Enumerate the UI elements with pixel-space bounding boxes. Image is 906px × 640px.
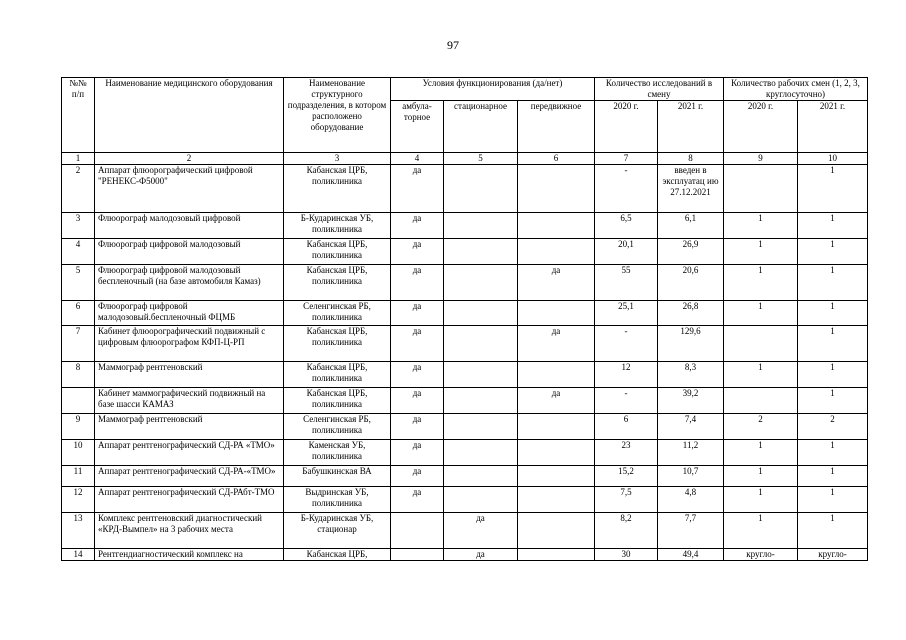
column-number: 6 (518, 153, 595, 165)
header-num: №№ п/п (62, 78, 95, 153)
equipment-name: Рентгендиагностический комплекс на (95, 549, 284, 561)
count-2021: 49,4 (658, 549, 724, 561)
ambulatory-flag: да (391, 165, 444, 213)
shifts-2021: 1 (798, 213, 868, 239)
equipment-name: Аппарат рентгенографический СД-РА-«ТМО» (95, 466, 284, 487)
unit-name: Кабанская ЦРБ, поликлиника (284, 326, 391, 362)
row-number: 9 (62, 414, 95, 440)
mobile-flag (518, 466, 595, 487)
header-study-count: Количество исследований в смену (595, 78, 724, 101)
ambulatory-flag: да (391, 414, 444, 440)
page-number: 97 (447, 38, 459, 52)
stationary-flag (444, 388, 518, 414)
shifts-2020: 1 (724, 265, 798, 301)
row-number: 2 (62, 165, 95, 213)
table-row (62, 165, 868, 213)
mobile-flag (518, 301, 595, 326)
ambulatory-flag: да (391, 440, 444, 466)
equipment-name: Аппарат флюорографический цифровой "РЕНЕКС-Ф5000" (95, 165, 284, 213)
unit-name: Селенгинская РБ, поликлиника (284, 301, 391, 326)
count-2020: 8,2 (595, 513, 658, 549)
unit-name: Кабанская ЦРБ, поликлиника (284, 239, 391, 265)
unit-name: Бабушкинская ВА (284, 466, 391, 487)
shifts-2021: 1 (798, 440, 868, 466)
unit-name: Кабанская ЦРБ, поликлиника (284, 362, 391, 388)
shifts-2020: 1 (724, 301, 798, 326)
count-2021: 10,7 (658, 466, 724, 487)
mobile-flag (518, 487, 595, 513)
table-row (62, 549, 868, 561)
count-2021: 26,9 (658, 239, 724, 265)
header-count-2021: 2021 г. (658, 101, 724, 153)
ambulatory-flag (391, 549, 444, 561)
count-2021: 26,8 (658, 301, 724, 326)
ambulatory-flag: да (391, 265, 444, 301)
unit-name: Селенгинская РБ, поликлиника (284, 414, 391, 440)
unit-name: Б-Кударинская УБ, поликлиника (284, 213, 391, 239)
stationary-flag (444, 466, 518, 487)
count-2020: 15,2 (595, 466, 658, 487)
table-row (62, 326, 868, 362)
stationary-flag (444, 414, 518, 440)
shifts-2021: 1 (798, 301, 868, 326)
row-number: 10 (62, 440, 95, 466)
count-2021: 6,1 (658, 213, 724, 239)
column-number: 7 (595, 153, 658, 165)
ambulatory-flag: да (391, 362, 444, 388)
equipment-name: Маммограф рентгеновский (95, 414, 284, 440)
count-2021: 39,2 (658, 388, 724, 414)
header-stationary: стационарное (444, 101, 518, 153)
shifts-2021: кругло- (798, 549, 868, 561)
shifts-2021: 1 (798, 326, 868, 362)
count-2020: 6,5 (595, 213, 658, 239)
count-2020: 30 (595, 549, 658, 561)
stationary-flag (444, 487, 518, 513)
count-2020: 20,1 (595, 239, 658, 265)
header-shift-count: Количество рабочих смен (1, 2, 3, круглосуточно) (724, 78, 868, 101)
unit-name: Кабанская ЦРБ, поликлиника (284, 165, 391, 213)
ambulatory-flag (391, 513, 444, 549)
equipment-name: Маммограф рентгеновский (95, 362, 284, 388)
mobile-flag (518, 165, 595, 213)
equipment-table (61, 77, 868, 561)
row-number: 7 (62, 326, 95, 362)
equipment-name: Кабинет маммографический подвижный на базе шасси КАМАЗ (95, 388, 284, 414)
table-row (62, 239, 868, 265)
ambulatory-flag: да (391, 466, 444, 487)
mobile-flag (518, 239, 595, 265)
header-ambulatory: амбула-торное (391, 101, 444, 153)
row-number (62, 388, 95, 414)
shifts-2020: 1 (724, 440, 798, 466)
shifts-2021: 1 (798, 265, 868, 301)
ambulatory-flag: да (391, 301, 444, 326)
shifts-2020 (724, 388, 798, 414)
equipment-name: Флюорограф цифровой малодозовый беспленочный (на базе автомобиля Камаз) (95, 265, 284, 301)
shifts-2020: 1 (724, 513, 798, 549)
unit-name: Выдринская УБ, поликлиника (284, 487, 391, 513)
row-number: 8 (62, 362, 95, 388)
equipment-name: Флюорограф цифровой малодозовый.беспленочный ФЦМБ (95, 301, 284, 326)
equipment-name: Аппарат рентгенографический СД-РА «ТМО» (95, 440, 284, 466)
equipment-name: Комплекс рентгеновский диагностический «КРД-Вымпел» на 3 рабочих места (95, 513, 284, 549)
shifts-2021: 1 (798, 513, 868, 549)
shifts-2021: 1 (798, 388, 868, 414)
table-row (62, 265, 868, 301)
table-row (62, 440, 868, 466)
count-2020: 23 (595, 440, 658, 466)
shifts-2021: 2 (798, 414, 868, 440)
count-2021: 4,8 (658, 487, 724, 513)
unit-name: Каменская УБ, поликлиника (284, 440, 391, 466)
shifts-2020: 2 (724, 414, 798, 440)
equipment-name: Флюорограф малодозовый цифровой (95, 213, 284, 239)
count-2020: 25,1 (595, 301, 658, 326)
shifts-2021: 1 (798, 487, 868, 513)
count-2020: 7,5 (595, 487, 658, 513)
table-row (62, 301, 868, 326)
mobile-flag: да (518, 388, 595, 414)
stationary-flag (444, 213, 518, 239)
ambulatory-flag: да (391, 388, 444, 414)
header-conditions: Условия функционирования (да/нет) (391, 78, 595, 101)
stationary-flag (444, 301, 518, 326)
table-row (62, 513, 868, 549)
column-number: 5 (444, 153, 518, 165)
row-number: 4 (62, 239, 95, 265)
row-number: 13 (62, 513, 95, 549)
shifts-2020 (724, 326, 798, 362)
mobile-flag (518, 513, 595, 549)
count-2021: 11,2 (658, 440, 724, 466)
stationary-flag (444, 326, 518, 362)
count-2020: - (595, 326, 658, 362)
stationary-flag: да (444, 513, 518, 549)
row-number: 3 (62, 213, 95, 239)
mobile-flag (518, 414, 595, 440)
count-2021: 7,7 (658, 513, 724, 549)
header-shifts-2021: 2021 г. (798, 101, 868, 153)
mobile-flag (518, 362, 595, 388)
table-row (62, 414, 868, 440)
unit-name: Кабанская ЦРБ, поликлиника (284, 265, 391, 301)
stationary-flag (444, 165, 518, 213)
column-number-row (62, 153, 868, 165)
shifts-2020: 1 (724, 487, 798, 513)
column-number: 2 (95, 153, 284, 165)
column-number: 8 (658, 153, 724, 165)
column-number: 3 (284, 153, 391, 165)
shifts-2020: 1 (724, 466, 798, 487)
column-number: 9 (724, 153, 798, 165)
count-2021: 129,6 (658, 326, 724, 362)
header-unit-name: Наименование структурного подразделения, в котором расположено оборудование (284, 78, 391, 153)
shifts-2021: 1 (798, 165, 868, 213)
count-2020: 6 (595, 414, 658, 440)
stationary-flag (444, 362, 518, 388)
equipment-name: Кабинет флюорографический подвижный с цифровым флюорографом КФП-Ц-РП (95, 326, 284, 362)
count-2020: 12 (595, 362, 658, 388)
mobile-flag: да (518, 265, 595, 301)
ambulatory-flag: да (391, 213, 444, 239)
count-2021: 8,3 (658, 362, 724, 388)
row-number: 14 (62, 549, 95, 561)
unit-name: Кабанская ЦРБ, поликлиника (284, 388, 391, 414)
stationary-flag (444, 239, 518, 265)
count-2021: введен в эксплуатац ию 27.12.2021 (658, 165, 724, 213)
ambulatory-flag: да (391, 487, 444, 513)
unit-name: Б-Кударинская УБ, стационар (284, 513, 391, 549)
count-2021: 20,6 (658, 265, 724, 301)
count-2020: - (595, 165, 658, 213)
row-number: 11 (62, 466, 95, 487)
shifts-2021: 1 (798, 362, 868, 388)
table-row (62, 388, 868, 414)
header-mobile: передвижное (518, 101, 595, 153)
stationary-flag (444, 265, 518, 301)
shifts-2021: 1 (798, 239, 868, 265)
shifts-2020: 1 (724, 362, 798, 388)
count-2020: - (595, 388, 658, 414)
header-shifts-2020: 2020 г. (724, 101, 798, 153)
mobile-flag (518, 549, 595, 561)
table-row (62, 362, 868, 388)
header-equipment-name: Наименование медицинского оборудования (95, 78, 284, 153)
count-2021: 7,4 (658, 414, 724, 440)
mobile-flag: да (518, 326, 595, 362)
shifts-2020: 1 (724, 213, 798, 239)
ambulatory-flag: да (391, 239, 444, 265)
shifts-2021: 1 (798, 466, 868, 487)
shifts-2020 (724, 165, 798, 213)
equipment-name: Аппарат рентгенографический СД-РАбт-ТМО (95, 487, 284, 513)
row-number: 6 (62, 301, 95, 326)
count-2020: 55 (595, 265, 658, 301)
column-number: 1 (62, 153, 95, 165)
header-count-2020: 2020 г. (595, 101, 658, 153)
shifts-2020: 1 (724, 239, 798, 265)
mobile-flag (518, 440, 595, 466)
row-number: 5 (62, 265, 95, 301)
table-row (62, 487, 868, 513)
stationary-flag: да (444, 549, 518, 561)
equipment-name: Флюорограф цифровой малодозовый (95, 239, 284, 265)
mobile-flag (518, 213, 595, 239)
table-row (62, 213, 868, 239)
unit-name: Кабанская ЦРБ, (284, 549, 391, 561)
table-row (62, 466, 868, 487)
ambulatory-flag: да (391, 326, 444, 362)
stationary-flag (444, 440, 518, 466)
column-number: 10 (798, 153, 868, 165)
column-number: 4 (391, 153, 444, 165)
shifts-2020: кругло- (724, 549, 798, 561)
row-number: 12 (62, 487, 95, 513)
